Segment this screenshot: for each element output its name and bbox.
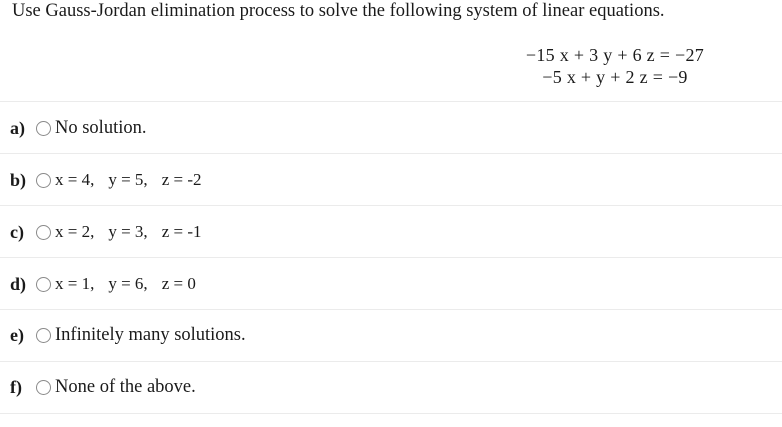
equation-2: −5 x + y + 2 z = −9 xyxy=(542,67,688,87)
divider xyxy=(0,257,782,258)
option-x-value: x = 2, xyxy=(55,222,95,241)
question-text: Use Gauss-Jordan elimination process to solve the following system of linear equations. xyxy=(12,1,665,21)
radio-button[interactable] xyxy=(36,121,51,136)
option-z-value: z = -1 xyxy=(161,222,202,241)
radio-button[interactable] xyxy=(36,277,51,292)
divider xyxy=(0,153,782,154)
divider xyxy=(0,413,782,414)
radio-button[interactable] xyxy=(36,225,51,240)
divider xyxy=(0,309,782,310)
divider xyxy=(0,101,782,102)
option-z-value: z = 0 xyxy=(161,274,196,293)
option-e[interactable] xyxy=(10,323,246,347)
option-x-value: x = 4, xyxy=(55,170,95,189)
option-text: None of the above. xyxy=(55,376,196,397)
option-text: Infinitely many solutions. xyxy=(55,324,246,345)
equation-1: −15 x + 3 y + 6 z = −27 xyxy=(525,45,705,65)
radio-button[interactable] xyxy=(36,328,51,343)
divider xyxy=(0,205,782,206)
option-b[interactable] xyxy=(10,168,201,192)
option-letter: b) xyxy=(10,169,27,190)
option-y-value: y = 6, xyxy=(108,274,148,293)
radio-button[interactable] xyxy=(36,173,51,188)
option-letter: e) xyxy=(10,324,24,345)
option-letter: d) xyxy=(10,273,27,294)
option-y-value: y = 5, xyxy=(108,170,148,189)
option-text: No solution. xyxy=(55,117,147,138)
option-y-value: y = 3, xyxy=(108,222,148,241)
divider xyxy=(0,361,782,362)
option-letter: c) xyxy=(10,221,24,242)
option-d[interactable] xyxy=(10,272,196,296)
equation-system xyxy=(480,44,750,88)
option-x-value: x = 1, xyxy=(55,274,95,293)
option-letter: a) xyxy=(10,117,25,138)
option-f[interactable] xyxy=(10,375,196,399)
option-c[interactable] xyxy=(10,220,201,244)
radio-button[interactable] xyxy=(36,380,51,395)
option-z-value: z = -2 xyxy=(161,170,202,189)
option-a[interactable] xyxy=(10,116,146,140)
option-letter: f) xyxy=(10,376,22,397)
